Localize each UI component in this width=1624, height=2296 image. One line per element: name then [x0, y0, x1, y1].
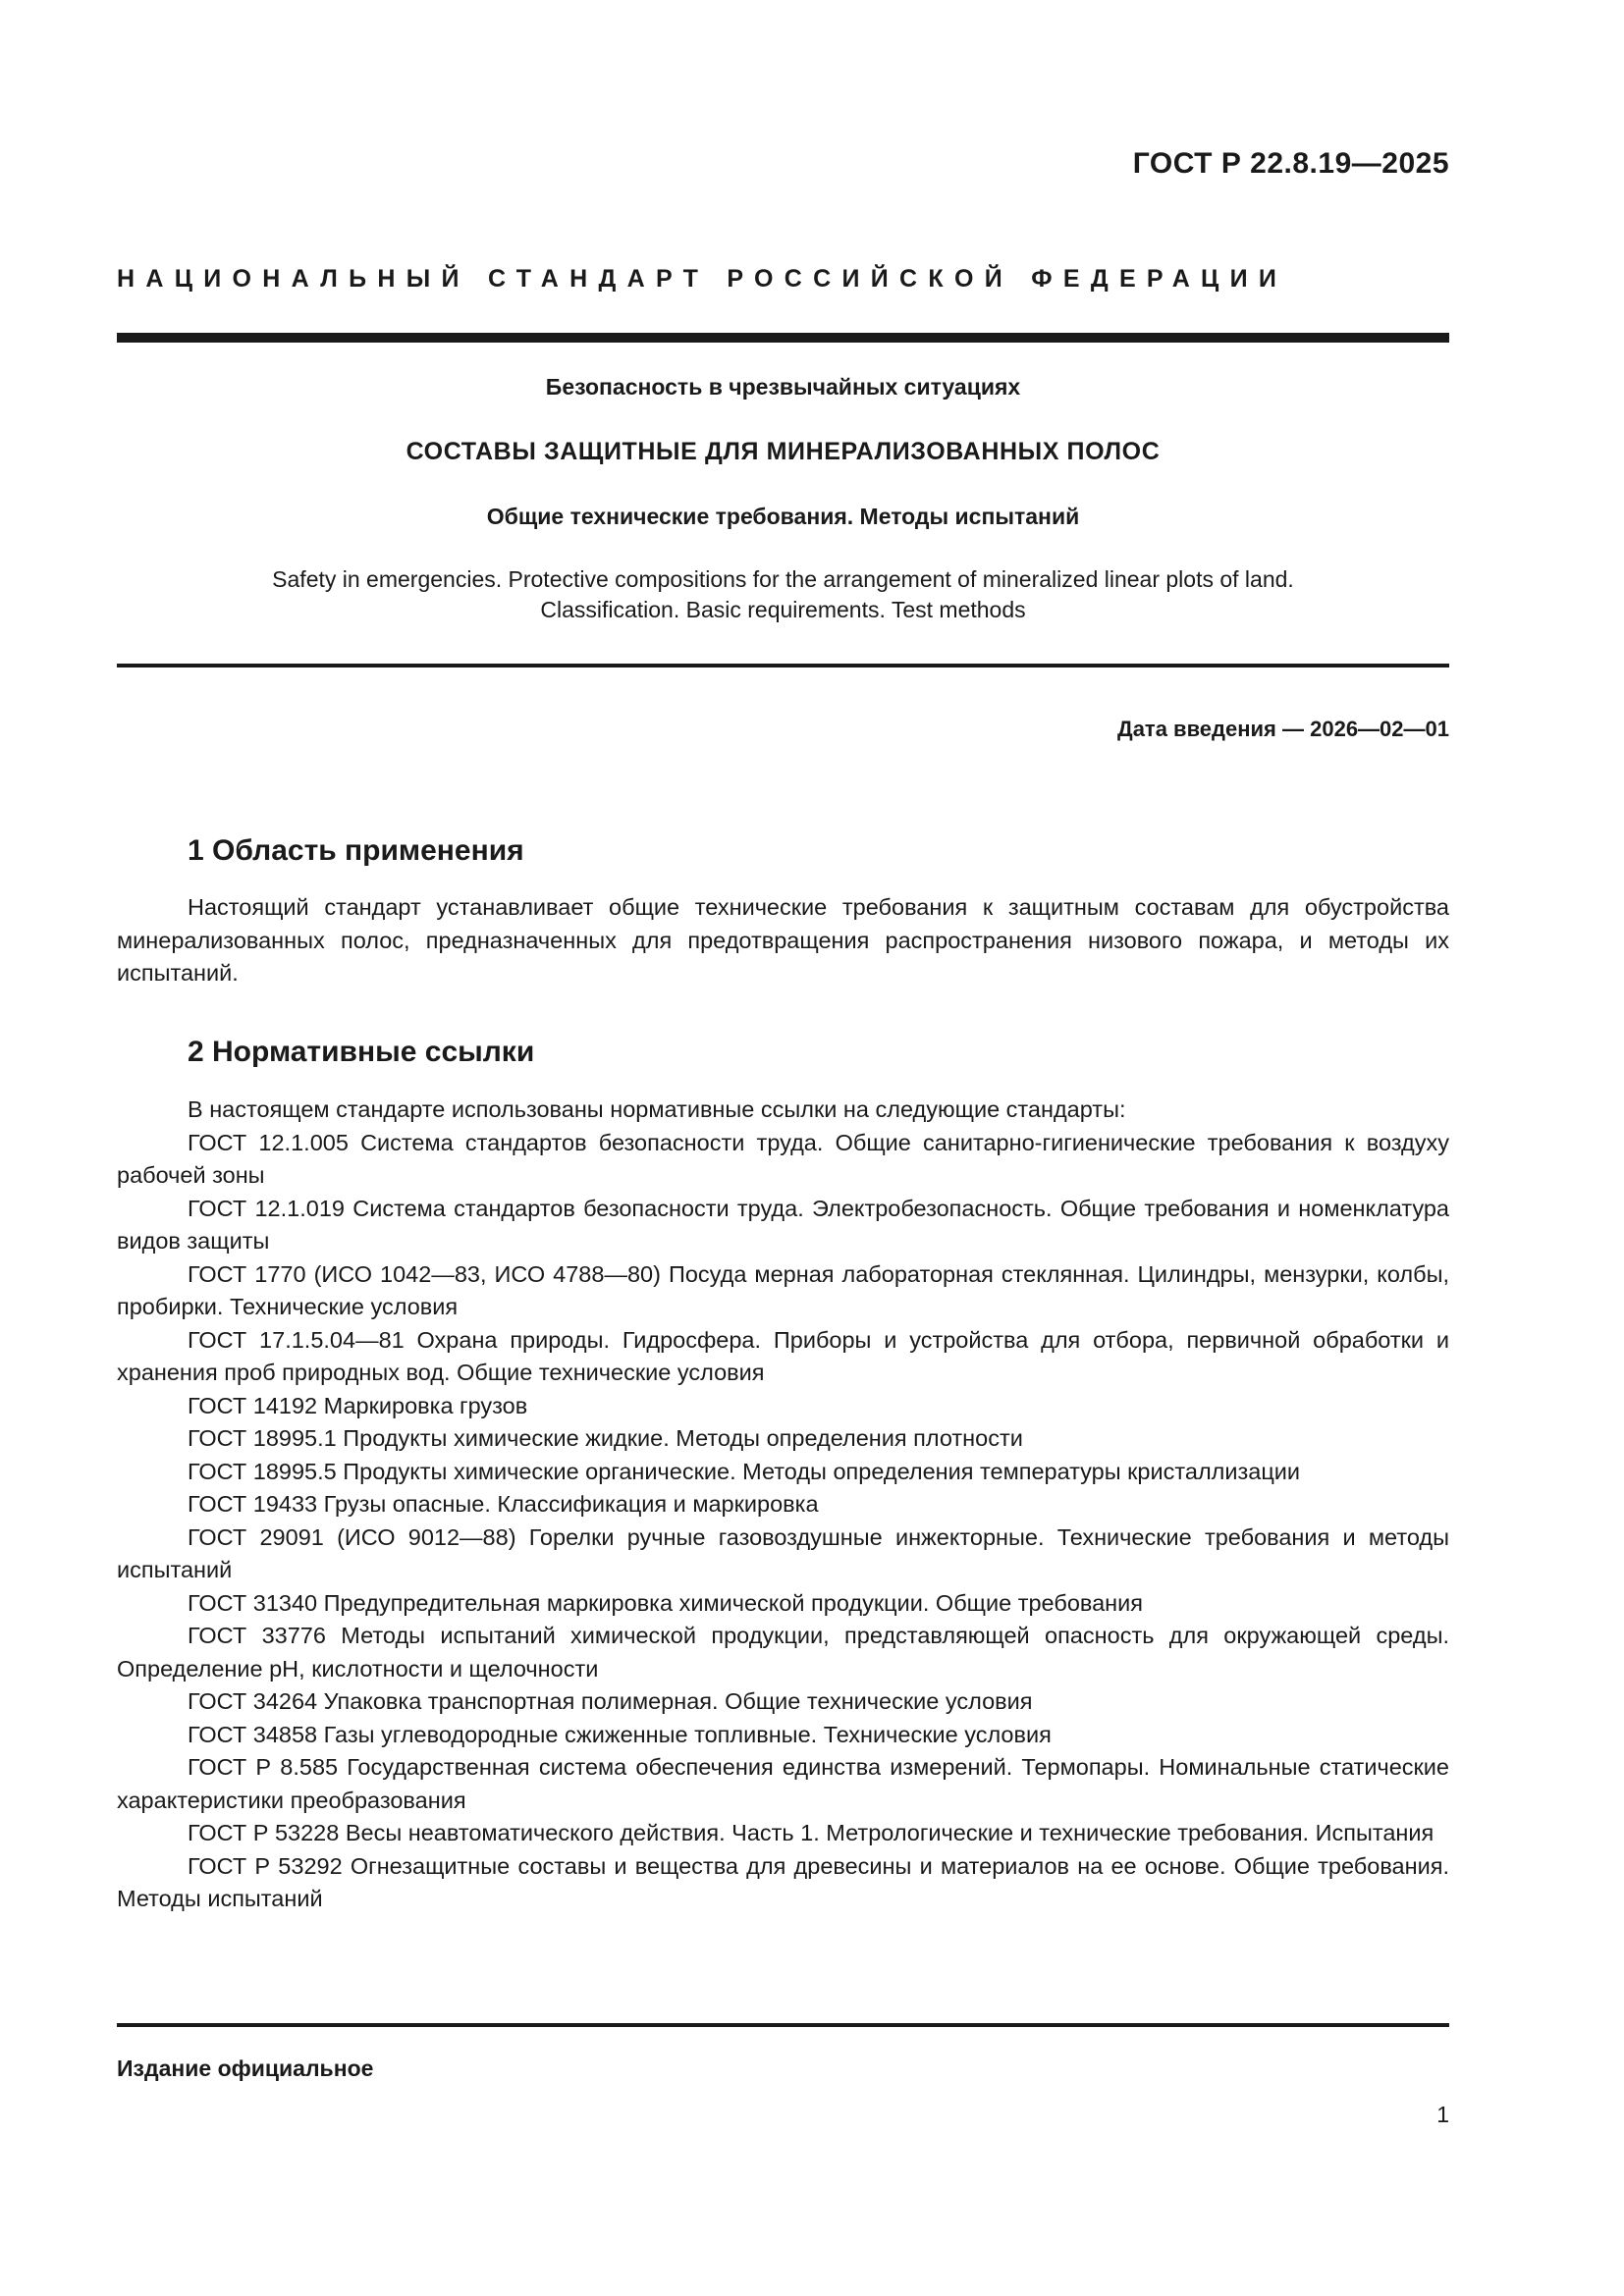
reference-item: ГОСТ 14192 Маркировка грузов [188, 1392, 528, 1418]
reference-item: ГОСТ 19433 Грузы опасные. Классификация и маркировка [188, 1491, 819, 1517]
reference-item: ГОСТ 29091 (ИСО 9012—88) Горелки ручные газовоздушные инжекторные. Технические требования и методы испытаний [117, 1523, 1449, 1582]
main-title: СОСТАВЫ ЗАЩИТНЫЕ ДЛЯ МИНЕРАЛИЗОВАННЫХ ПОЛОС [406, 438, 1161, 465]
reference-item: ГОСТ Р 53292 Огнезащитные составы и вещества для древесины и материалов на ее основе. Общие требования. Методы испытаний [117, 1852, 1449, 1911]
reference-item: ГОСТ 1770 (ИСО 1042—83, ИСО 4788—80) Посуда мерная лабораторная стеклянная. Цилиндры, мензурки, колбы, пробирки. Технические условия [117, 1260, 1449, 1319]
section-1-heading: 1 Область применения [188, 834, 524, 867]
footer-divider [117, 2023, 1449, 2027]
title-divider [117, 664, 1449, 667]
reference-item: ГОСТ 18995.5 Продукты химические органические. Методы определения температуры кристаллизации [188, 1458, 1301, 1484]
reference-item: ГОСТ Р 8.585 Государственная система обеспечения единства измерений. Термопары. Номинальные статические характеристики преобразования [117, 1754, 1449, 1813]
header-divider [117, 333, 1449, 343]
category-title: Безопасность в чрезвычайных ситуациях [545, 374, 1021, 400]
introduction-date: Дата введения — 2026—02—01 [1117, 717, 1449, 741]
subtitle: Общие технические требования. Методы испытаний [486, 504, 1080, 529]
english-title-line-1: Safety in emergencies. Protective compositions for the arrangement of mineralized linear plots of land. [272, 566, 1294, 592]
reference-item: ГОСТ Р 53228 Весы неавтоматического действия. Часть 1. Метрологические и технические требования. Испытания [188, 1820, 1435, 1845]
english-title-line-2: Classification. Basic requirements. Test methods [540, 597, 1026, 622]
doc-number: ГОСТ Р 22.8.19—2025 [1132, 147, 1449, 180]
english-title [117, 564, 1449, 625]
paragraph-intro: В настоящем стандарте использованы нормативные ссылки на следующие стандарты: [188, 1096, 1126, 1122]
reference-item: ГОСТ 12.1.005 Система стандартов безопасности труда. Общие санитарно-гигиенические требования к воздуху рабочей зоны [117, 1129, 1449, 1188]
reference-item: ГОСТ 18995.1 Продукты химические жидкие. Методы определения плотности [188, 1425, 1023, 1451]
page-number: 1 [1436, 2102, 1449, 2127]
reference-item: ГОСТ 34264 Упаковка транспортная полимерная. Общие технические условия [188, 1688, 1033, 1714]
reference-item: ГОСТ 12.1.019 Система стандартов безопасности труда. Электробезопасность. Общие требования и номенклатура видов защиты [117, 1195, 1449, 1254]
official-edition-label: Издание официальное [117, 2056, 374, 2081]
section-2-heading: 2 Нормативные ссылки [188, 1036, 535, 1068]
reference-item: ГОСТ 34858 Газы углеводородные сжиженные топливные. Технические условия [188, 1721, 1052, 1747]
reference-item: ГОСТ 17.1.5.04—81 Охрана природы. Гидросфера. Приборы и устройства для отбора, первичной обработки и хранения проб природных вод. Общие технические условия [117, 1326, 1449, 1385]
paragraph: Настоящий стандарт устанавливает общие технические требования к защитным составам для обустройства минерализованных полос, предназначенных для предотвращения распространения низового пожара, и методы их испытаний. [117, 894, 1449, 986]
reference-item: ГОСТ 31340 Предупредительная маркировка химической продукции. Общие требования [188, 1589, 1144, 1616]
national-standard-title: НАЦИОНАЛЬНЫЙ СТАНДАРТ РОССИЙСКОЙ ФЕДЕРАЦИИ [117, 265, 1288, 293]
reference-item: ГОСТ 33776 Методы испытаний химической продукции, представляющей опасность для окружающей среды. Определение pH, кислотности и щелочности [117, 1623, 1449, 1682]
section-1-body [117, 891, 1449, 990]
section-2-body [117, 1094, 1449, 1916]
